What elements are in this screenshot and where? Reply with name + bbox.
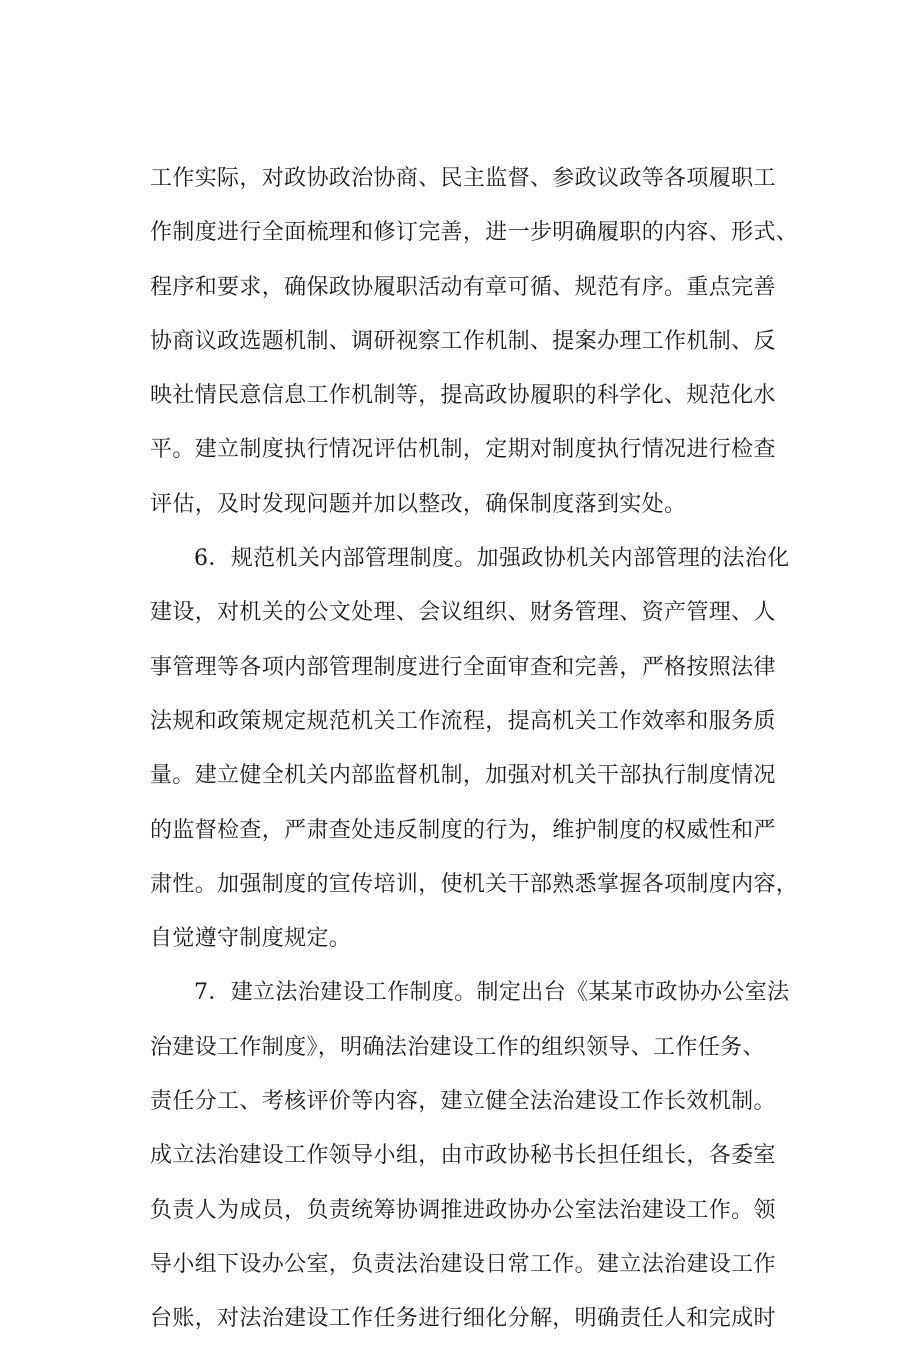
text-line: 责任分工、考核评价等内容，建立健全法治建设工作长效机制。 xyxy=(150,1089,776,1115)
text-line: 协商议政选题机制、调研视察工作机制、提案办理工作机制、反 xyxy=(150,328,776,354)
text-line: 治建设工作制度》，明确法治建设工作的组织领导、工作任务、 xyxy=(150,1034,765,1060)
text-line: 工作实际，对政协政治协商、民主监督、参政议政等各项履职工 xyxy=(150,166,776,191)
text-line: 量。建立健全机关内部监督机制，加强对机关干部执行制度情况 xyxy=(150,763,776,789)
text-line: 自觉遵守制度规定。 xyxy=(150,926,352,952)
paragraph-6-heading-line: 6．规范机关内部管理制度。加强政协机关内部管理的法治化 xyxy=(194,546,790,572)
text-line: 建设，对机关的公文处理、会议组织、财务管理、资产管理、人 xyxy=(150,600,776,626)
text-line: 负责人为成员，负责统筹协调推进政协办公室法治建设工作。领 xyxy=(150,1197,776,1223)
text-line: 程序和要求，确保政协履职活动有章可循、规范有序。重点完善 xyxy=(150,274,776,300)
text-line: 事管理等各项内部管理制度进行全面审查和完善，严格按照法律 xyxy=(150,654,776,680)
text-line: 作制度进行全面梳理和修订完善，进一步明确履职的内容、形式、 xyxy=(150,220,799,246)
text-line: 台账，对法治建设工作任务进行细化分解，明确责任人和完成时 xyxy=(150,1306,776,1332)
text-line: 导小组下设办公室，负责法治建设日常工作。建立法治建设工作 xyxy=(150,1251,776,1277)
paragraph-7-heading-line: 7．建立法治建设工作制度。制定出台《某某市政协办公室法 xyxy=(194,980,790,1006)
text-line: 成立法治建设工作领导小组，由市政协秘书长担任组长，各委室 xyxy=(150,1143,776,1169)
text-line: 法规和政策规定规范机关工作流程，提高机关工作效率和服务质 xyxy=(150,708,776,734)
text-line: 平。建立制度执行情况评估机制，定期对制度执行情况进行检查 xyxy=(150,437,776,463)
text-line: 映社情民意信息工作机制等，提高政协履职的科学化、规范化水 xyxy=(150,383,776,409)
text-line: 的监督检查，严肃查处违反制度的行为，维护制度的权威性和严 xyxy=(150,817,776,843)
text-line: 肃性。加强制度的宣传培训，使机关干部熟悉掌握各项制度内容， xyxy=(150,871,799,897)
text-line: 评估，及时发现问题并加以整改，确保制度落到实处。 xyxy=(150,491,687,517)
body-text xyxy=(150,152,820,1347)
